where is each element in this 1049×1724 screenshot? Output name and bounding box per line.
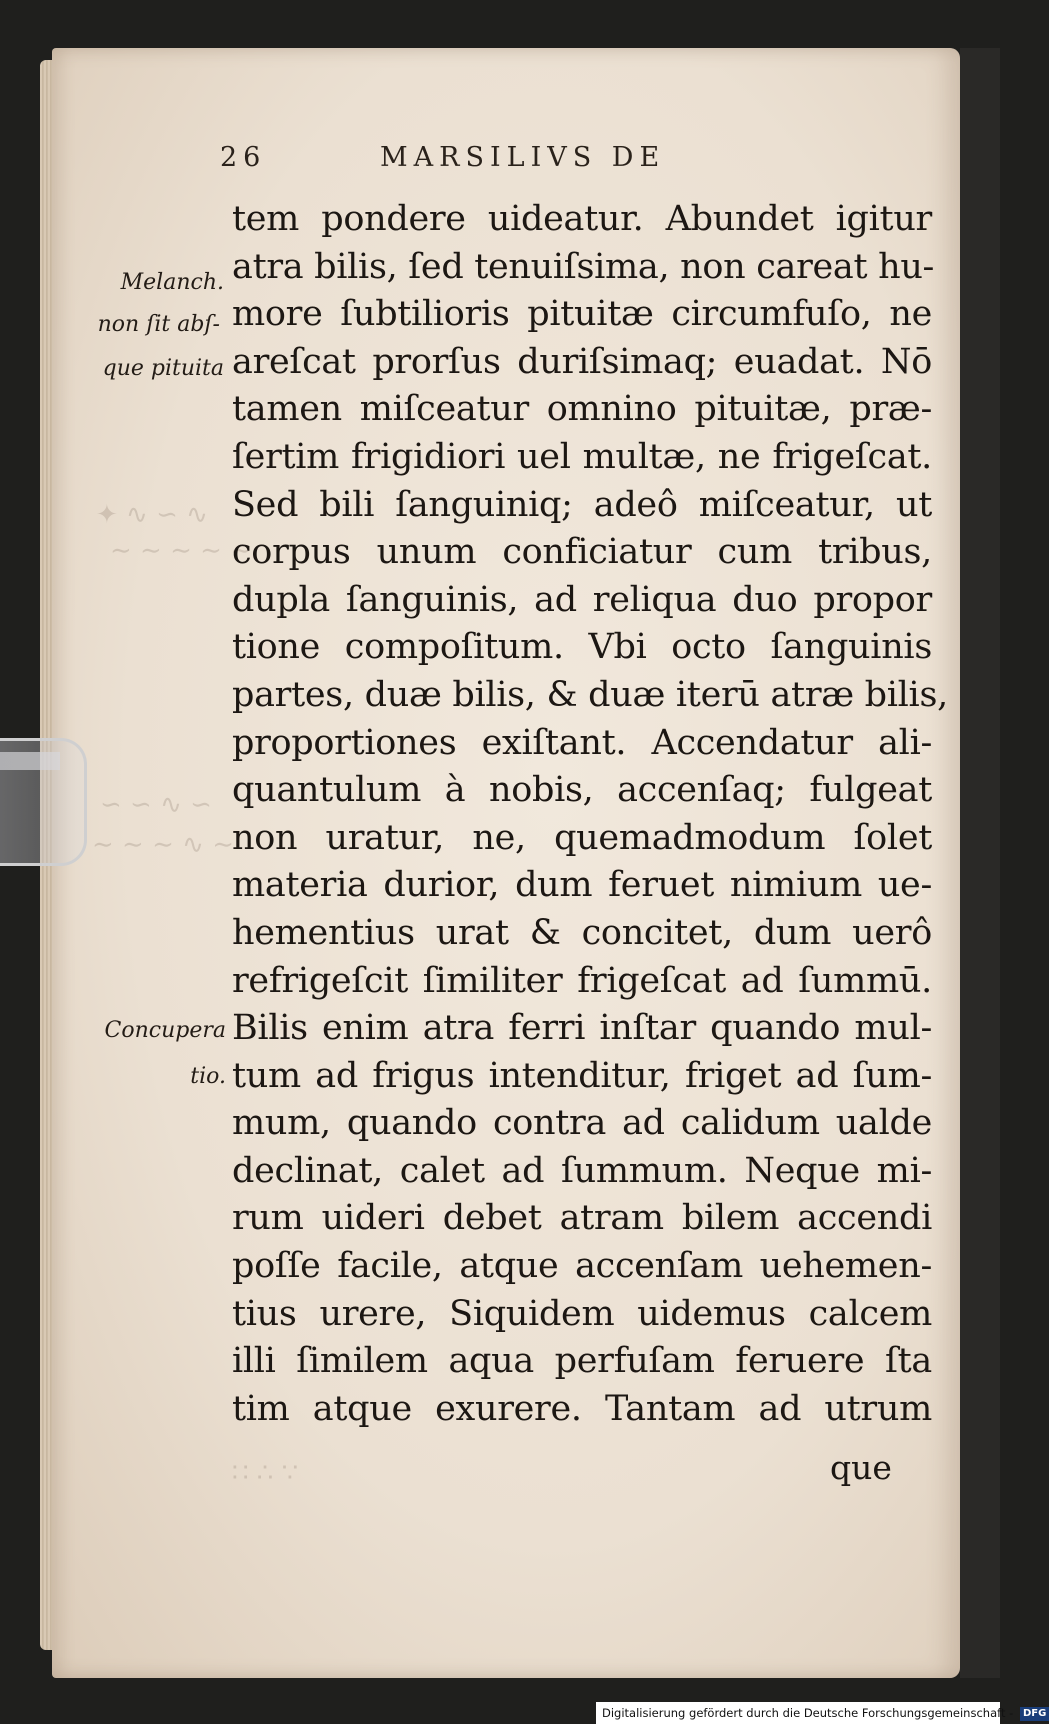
- bleed-through-mark: ∷ ∴ ∵: [232, 1458, 299, 1488]
- bleed-through-mark: ∽ ∽ ∿ ∽: [100, 790, 212, 820]
- text-line: dupla ſanguinis, ad reliqua duo propor: [232, 579, 932, 620]
- text-line: refrigeſcit ſimiliter frigeſcat ad ſummū.: [232, 960, 932, 1001]
- page-clip: [0, 738, 87, 866]
- text-line: rum uideri debet atram bilem accendi: [232, 1198, 932, 1239]
- text-line: more ſubtilioris pituitæ circumfuſo, ne: [232, 294, 932, 335]
- text-line: proportiones exiſtant. Accendatur ali-: [232, 722, 932, 763]
- text-line: tem pondere uideatur. Abundet igitur: [232, 199, 932, 239]
- text-line: tius urere, Siquidem uidemus calcem: [232, 1293, 932, 1334]
- marginal-note: que pituita: [102, 356, 224, 381]
- text-line: declinat, calet ad ſummum. Neque mi-: [232, 1150, 932, 1191]
- marginal-note: Concupera: [104, 1018, 226, 1043]
- text-line: atra bilis, ſed tenuiſsima, non careat hu-: [232, 246, 935, 287]
- text-line: areſcat prorſus duriſsimaq; euadat. Nō: [232, 341, 932, 382]
- running-head: [220, 142, 780, 182]
- bleed-through-mark: ∼ ∼ ∼ ∼ ∼: [110, 536, 252, 566]
- running-title: MARSILIVS DE: [380, 142, 666, 173]
- text-line: corpus unum conficiatur cum tribus,: [232, 532, 932, 573]
- folio-number: 26: [220, 142, 267, 173]
- text-line: hementius urat & concitet, dum uerô: [232, 912, 932, 953]
- text-line: tione compoſitum. Vbi octo ſanguinis: [232, 627, 932, 668]
- text-line: quantulum à nobis, accenſaq; fulgeat: [232, 770, 932, 811]
- text-line: non uratur, ne, quemadmodum ſolet: [232, 817, 932, 858]
- dfg-logo-icon: DFG: [1020, 1707, 1049, 1721]
- digitization-credit: [596, 1702, 1047, 1724]
- bleed-through-mark: ∼ ∼ ∼ ∿ ∼: [92, 830, 234, 860]
- binding-shadow: [960, 48, 1000, 1678]
- marginal-note: Melanch.: [120, 270, 224, 295]
- text-line: mum, quando contra ad calidum ualde: [232, 1103, 932, 1144]
- catchword: que: [830, 1448, 892, 1487]
- text-line: poſſe facile, atque accenſam uehemen-: [232, 1246, 932, 1287]
- text-line: illi ſimilem aqua perfuſam feruere ſta: [232, 1341, 932, 1382]
- text-line: tim atque exurere. Tantam ad utrum: [232, 1388, 932, 1429]
- text-line: tamen miſceatur omnino pituitæ, præ-: [232, 389, 932, 430]
- text-line: materia durior, dum feruet nimium ue-: [232, 865, 932, 906]
- body-text: [232, 196, 948, 1433]
- text-line: Sed bili ſanguiniq; adeô miſceatur, ut: [232, 484, 932, 525]
- marginal-note: tio.: [190, 1064, 226, 1089]
- bleed-through-mark: ✦ ∿ ∽ ∿: [96, 500, 208, 530]
- marginal-note: non ſit abſ-: [97, 312, 220, 337]
- credit-text: Digitalisierung gefördert durch die Deutsche Forschungsgemeinschaft -: [602, 1706, 1014, 1720]
- text-line: tum ad frigus intenditur, friget ad ſum-: [232, 1055, 932, 1096]
- text-line: Bilis enim atra ferri inſtar quando mul-: [232, 1008, 932, 1049]
- text-line: partes, duæ bilis, & duæ iterū atræ bilis,: [232, 674, 948, 715]
- text-line: ſertim frigidiori uel multæ, ne frigeſcat.: [232, 436, 932, 477]
